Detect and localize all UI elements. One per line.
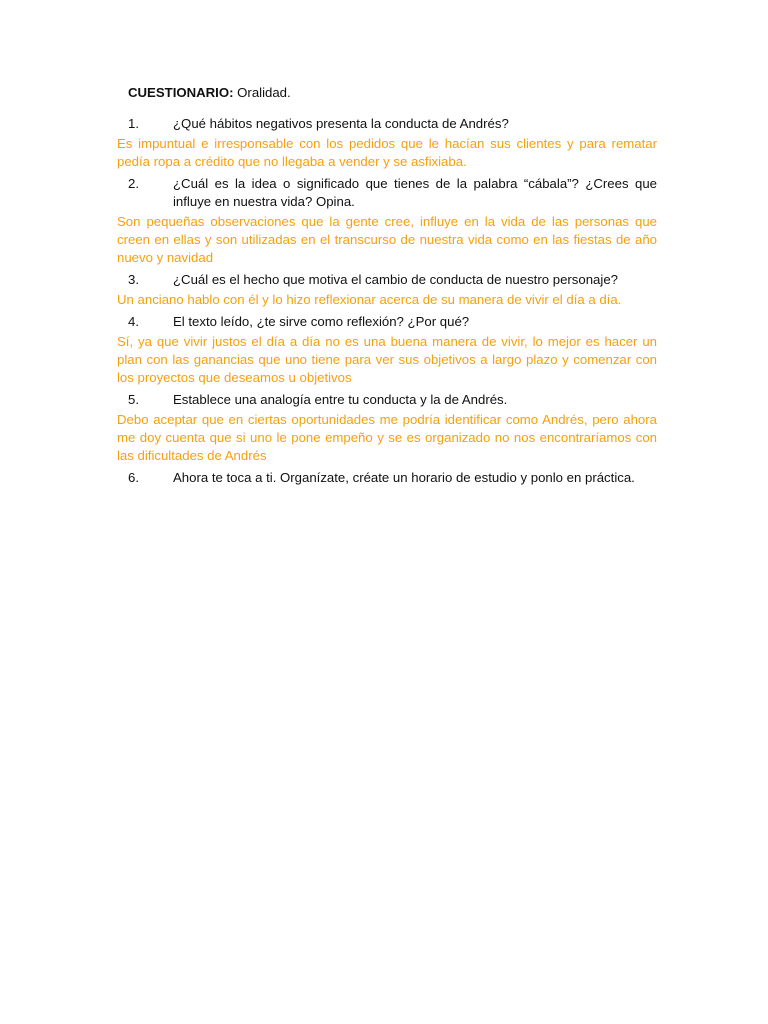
question-item-6 bbox=[117, 469, 657, 487]
question-text: ¿Qué hábitos negativos presenta la conducta de Andrés? bbox=[173, 116, 509, 131]
question-item-2 bbox=[117, 175, 657, 211]
question-text: ¿Cuál es el hecho que motiva el cambio de conducta de nuestro personaje? bbox=[173, 272, 618, 287]
question-text: Establece una analogía entre tu conducta y la de Andrés. bbox=[173, 392, 508, 407]
question-number: 5. bbox=[128, 392, 139, 407]
question-item-5 bbox=[117, 391, 657, 409]
question-text: Ahora te toca a ti. Organízate, créate un horario de estudio y ponlo en práctica. bbox=[173, 470, 635, 485]
question-item-4 bbox=[117, 313, 657, 331]
question-item-3 bbox=[117, 271, 657, 289]
questionnaire bbox=[117, 84, 657, 487]
question-text: El texto leído, ¿te sirve como reflexión? ¿Por qué? bbox=[173, 314, 470, 329]
question-number: 2. bbox=[128, 176, 139, 191]
question-text: ¿Cuál es la idea o significado que tienes de la palabra “cábala”? ¿Crees que influye en nuestra vida? Opina. bbox=[173, 176, 657, 209]
answer-text-1: Es impuntual e irresponsable con los pedidos que le hacían sus clientes y para rematar pedía ropa a crédito que no llegaba a vender y se asfixiaba. bbox=[117, 136, 657, 169]
question-item-1 bbox=[117, 115, 657, 133]
question-number: 4. bbox=[128, 314, 139, 329]
heading-topic: Oralidad. bbox=[233, 85, 291, 100]
answer-text-3: Un anciano hablo con él y lo hizo reflexionar acerca de su manera de vivir el día a día. bbox=[117, 292, 622, 307]
answer-text-4: Sí, ya que vivir justos el día a día no es una buena manera de vivir, lo mejor es hacer un plan con las ganancias que uno tiene para ver sus objetivos a largo plazo y comenzar con los proyectos que deseamos u objetivos bbox=[117, 334, 657, 385]
question-number: 3. bbox=[128, 272, 139, 287]
answer-text-2: Son pequeñas observaciones que la gente cree, influye en la vida de las personas que creen en ellas y son utilizadas en el transcurso de nuestra vida como en las fiestas de año nuevo y navidad bbox=[117, 214, 657, 265]
question-number: 1. bbox=[128, 116, 139, 131]
heading-label: CUESTIONARIO: bbox=[128, 85, 234, 100]
questionnaire-heading bbox=[117, 84, 657, 102]
question-number: 6. bbox=[128, 470, 139, 485]
answer-text-5: Debo aceptar que en ciertas oportunidades me podría identificar como Andrés, pero ahora me doy cuenta que si uno le pone empeño y se es organizado no nos encontraríamos con las dificultades de Andrés bbox=[117, 412, 657, 463]
